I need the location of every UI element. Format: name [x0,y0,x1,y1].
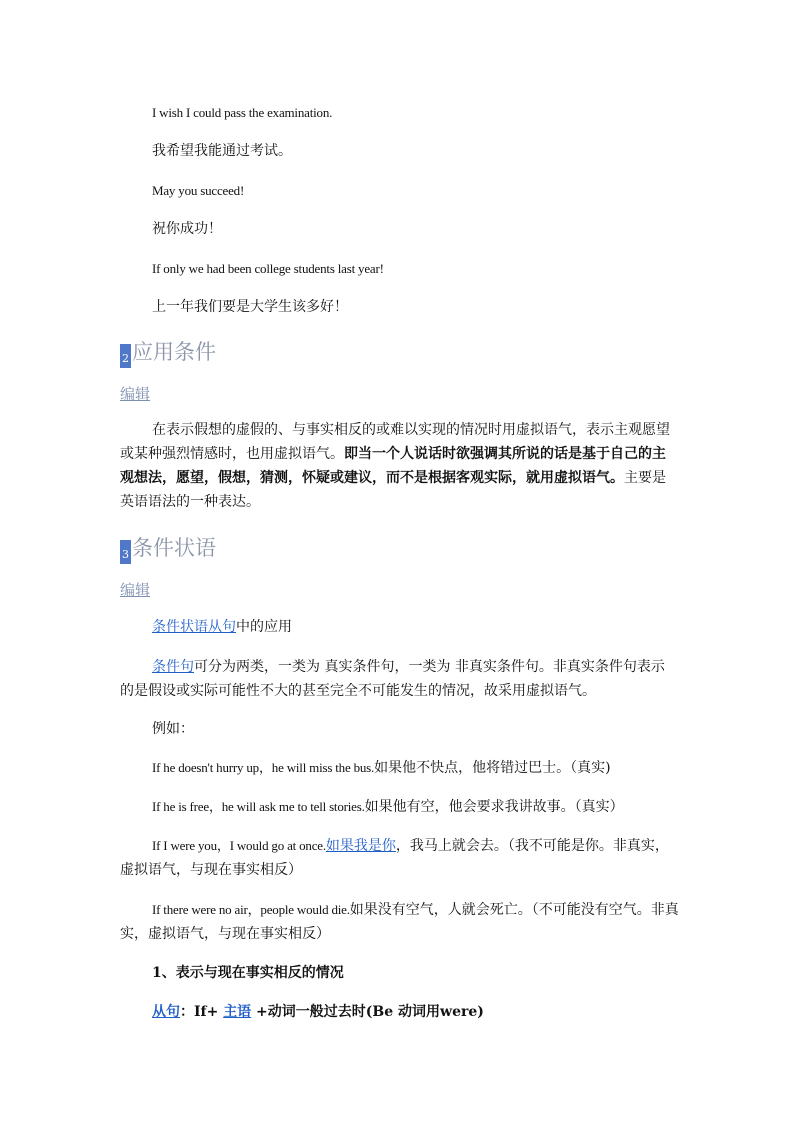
cond-example-3 [120,834,676,882]
section3-line1-rest: 中的应用 [236,619,292,635]
section-heading-3 [120,535,216,564]
cond-example-2-en: If he is free，he will ask me to tell stories. [152,799,365,814]
section3-line1 [152,615,292,639]
cond-example-1-zh: 如果他不快点，他将错过巴士。（真实) [374,760,611,776]
section-title: 应用条件 [132,340,216,364]
cond-example-2-zh: 如果他有空，他会要求我讲故事。（真实） [364,799,624,815]
section2-body-normal: 在表示假想的虚假的、与事实相反的或难以实现的情况时用虚拟语气，表示主观愿望或某种强烈情感时，也用虚拟语气。 [120,422,670,462]
clause-rest: +动词一般过去时(Be 动词用were) [251,1004,484,1020]
example-zh-1: 我希望我能通过考试。 [152,143,292,159]
section2-body-bold: 即当一个人说话时欲强调其所说的话是基于自己的主观想法，愿望，假想，猜测，怀疑或建议，而不是根据客观实际，就用虚拟语气。 [120,446,666,486]
edit-link-2[interactable]: 编辑 [120,385,151,403]
cond-example-1-en: If he doesn't hurry up，he will miss the bus. [152,760,375,775]
cond-example-1 [152,756,611,780]
section-number-badge: 2 [120,344,131,368]
conditional-sentence-link[interactable]: 条件句 [152,659,194,675]
section-heading-2 [120,339,216,368]
section2-body [120,418,676,514]
conditional-clause-link[interactable]: 条件状语从句 [152,619,236,635]
cond-example-4-zh: 如果没有空气，人就会死亡。（不可能没有空气。非真实，虚拟语气，与现在事实相反） [120,902,679,942]
edit-link-3[interactable]: 编辑 [120,581,151,599]
clause-colon: ：If+ [180,1004,224,1020]
example-en-3: If only we had been college students last year! [152,261,384,276]
cond-example-2 [152,795,624,819]
clause-formula [152,1000,484,1024]
subject-link[interactable]: 主语 [223,1004,252,1020]
example-en-2: May you succeed! [152,183,245,198]
section3-para2 [120,655,676,703]
cond-example-3-en: If I were you，I would go at once. [152,838,326,853]
cond-example-4-en: If there were no air，people would die. [152,902,350,917]
section3-para2-rest: 可分为两类，一类为 真实条件句，一类为 非真实条件句。非真实条件句表示的是假设或实际可能性不大的甚至完全不可能发生的情况，故采用虚拟语气。 [120,659,665,699]
clause-link[interactable]: 从句 [152,1004,180,1020]
example-en-1: I wish I could pass the examination. [152,105,333,120]
example-zh-2: 祝你成功！ [152,221,222,237]
section2-body-tail: 主要是英语语法的一种表达。 [120,470,666,510]
section-title: 条件状语 [132,536,216,560]
example-label: 例如： [152,721,194,737]
point-1-heading: 1、表示与现在事实相反的情况 [152,965,344,981]
example-zh-3: 上一年我们要是大学生该多好！ [152,299,348,315]
cond-example-4 [120,898,692,946]
if-i-were-you-link[interactable]: 如果我是你 [325,838,396,854]
section-number-badge: 3 [120,540,131,564]
cond-example-3-zh: ，我马上就会去。（我不可能是你。非真实，虚拟语气，与现在事实相反） [120,838,669,878]
